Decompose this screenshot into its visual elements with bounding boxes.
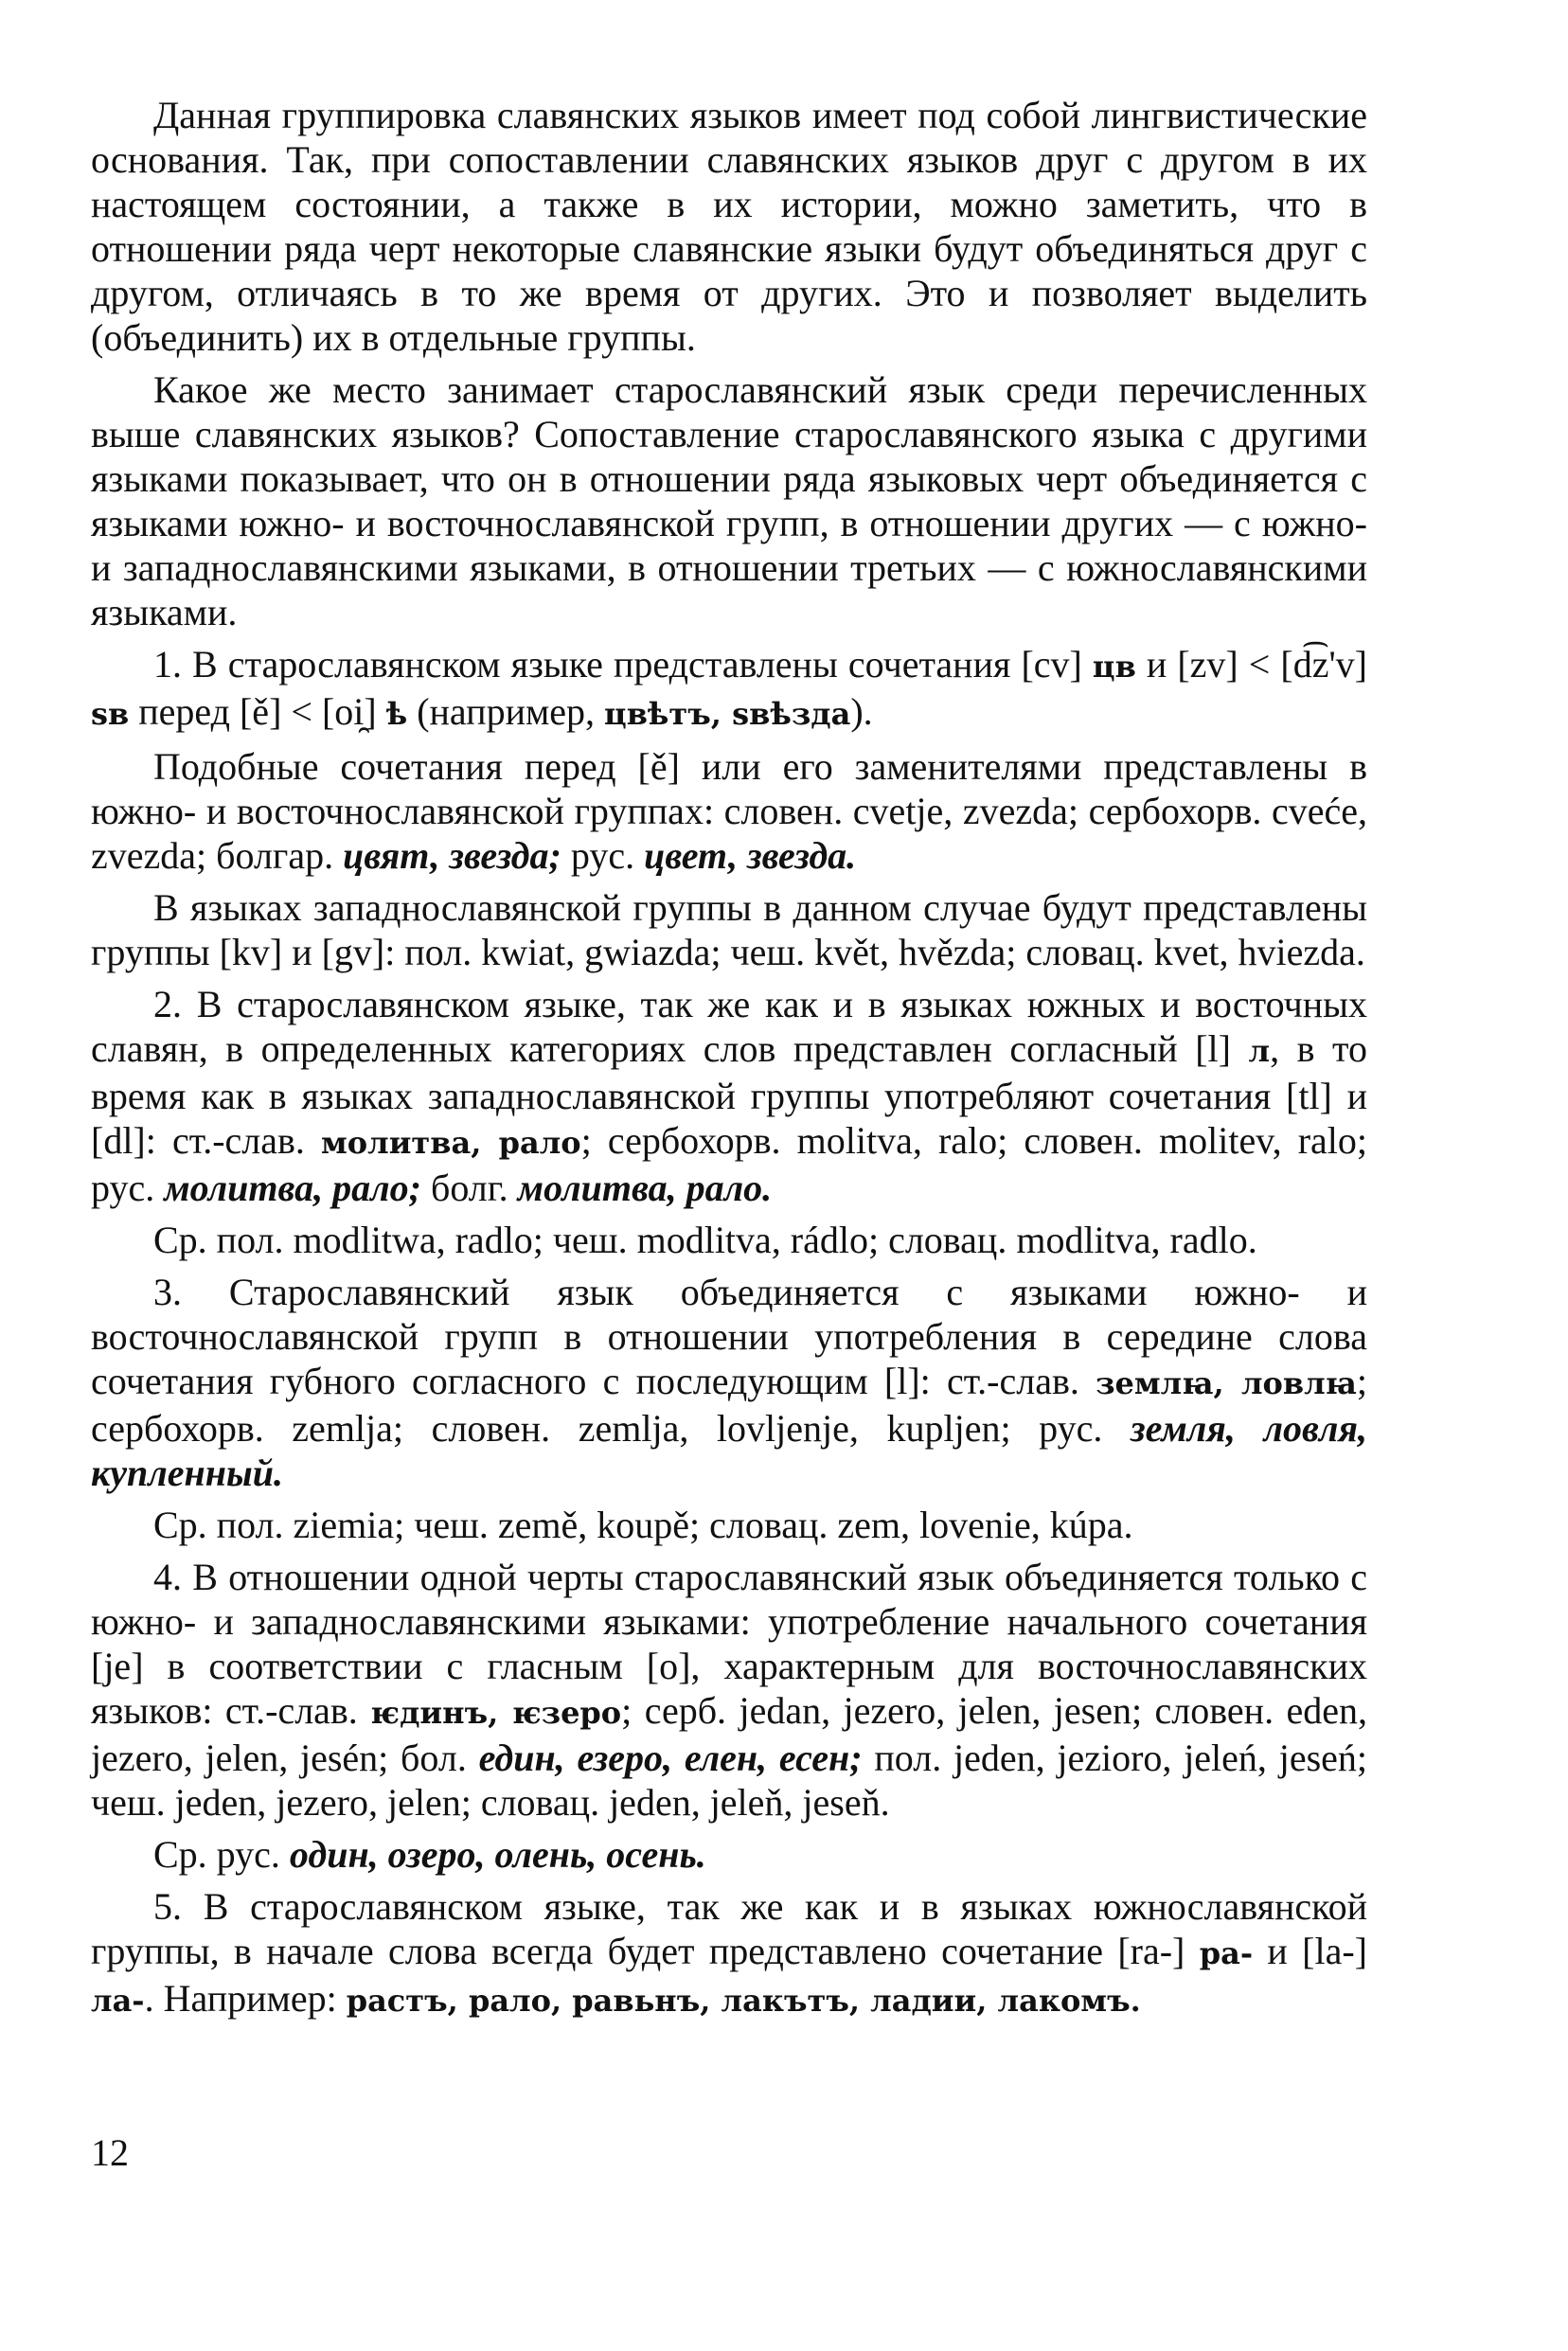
text-run: , в то время как в языках западнославянской группы употребляют сочетания [tl] и [dl]: ст.-слав. (91, 1027, 1367, 1162)
text-run: пол. jeden, jezioro, jeleń, jeseń; чеш. jeden, jezero, jelen; словац. jeden, jeleň, jeseň. (91, 1737, 1368, 1824)
text-run: 3. Старославянский язык объединяется с языками южно- и восточнославянской групп в отношении употребления в середине слова сочетания губного согласного с последующим [l]: ст.-слав. (91, 1271, 1367, 1402)
text-run: ; серб. jedan, jezero, jelen, jesen; словен. eden, jezero, jelen, jesén; бол. (91, 1689, 1368, 1779)
text-run: 5. В старославянском языке, так же как и в языках южнославянской группы, в начале слова всегда будет представлено сочетание [ra-] (91, 1885, 1367, 1972)
paragraph-p12 (91, 1884, 1367, 2023)
italic-example: един, езеро, елен, есен; (478, 1737, 863, 1779)
italic-example: молитва, рало. (517, 1167, 773, 1209)
paragraph-p3 (91, 642, 1367, 737)
paragraph-p6 (91, 982, 1367, 1210)
paragraph-p8 (91, 1270, 1367, 1495)
text-run: 1. В старославянском языке представлены сочетания [cv] (153, 643, 1093, 686)
text-run: (например, (407, 690, 605, 733)
text-run: и [zv] < [d͡z'v] (1135, 643, 1367, 686)
text-run: ). (850, 690, 873, 733)
text-run: болг. (420, 1167, 518, 1209)
old-church-slavonic-word: ѕв (91, 696, 130, 732)
old-church-slavonic-word: молитва, рало (320, 1125, 581, 1161)
text-run: и [la-] (1253, 1930, 1367, 1972)
old-church-slavonic-word: ѥдинъ, ѥзеро (370, 1695, 622, 1731)
italic-example: цвят, звезда; (343, 834, 561, 877)
paragraph-p11 (91, 1832, 1367, 1877)
old-church-slavonic-word: ѣ (385, 696, 408, 732)
italic-example: цвет, звезда. (644, 834, 857, 877)
old-church-slavonic-word: ла- (91, 1983, 145, 2019)
text-run: Ср. пол. modlitwa, radlo; чеш. modlitva, rádlo; словац. modlitva, radlo. (153, 1219, 1257, 1261)
text-run: рус. (561, 834, 645, 877)
text-run: ; сербохорв. molitva, ralo; словен. molitev, ralo; рус. (91, 1119, 1368, 1209)
old-church-slavonic-word: растъ, рало, равьнъ, лакътъ, ладии, лакомъ. (346, 1983, 1141, 2019)
body-text (91, 93, 1367, 2031)
old-church-slavonic-word: цвѣтъ, ѕвѣзда (604, 696, 851, 732)
text-run: Ср. рус. (153, 1833, 290, 1876)
italic-example: земля, ловля, купленный. (91, 1407, 1367, 1494)
text-run: 2. В старославянском языке, так же как и в языках южных и восточных славян, в определенных категориях слов представлен согласный [l] (91, 983, 1367, 1070)
text-run: Ср. пол. ziemia; чеш. země, koupě; словац. zem, lovenie, kúpa. (153, 1504, 1133, 1546)
paragraph-p1 (91, 93, 1367, 360)
paragraph-p10 (91, 1555, 1367, 1825)
text-run: ; сербохорв. zemlja; словен. zemlja, lovljenje, kupljen; рус. (91, 1360, 1368, 1450)
old-church-slavonic-word: цв (1092, 649, 1136, 685)
paragraph-p7 (91, 1218, 1367, 1262)
paragraph-p2 (91, 367, 1367, 634)
old-church-slavonic-word: землꙗ, ловлꙗ (1096, 1365, 1357, 1401)
text-run: перед [ě] < [oi̯] (129, 690, 386, 733)
old-church-slavonic-word: ра- (1199, 1935, 1254, 1971)
text-run: Данная группировка славянских языков имеет под собой лингвистические основания. Так, при сопоставлении славянских языков друг с другом в их настоящем состоянии, а также в их истории, можно заметить, что в отношении ряда черт некоторые славянские языки будут объединяться друг с другом, отличаясь в то же время от других. Это и позволяет выделить (объединить) их в отдельные группы. (91, 94, 1367, 359)
italic-example: молитва, рало; (164, 1167, 421, 1209)
text-run: Подобные сочетания перед [ě] или его заменителями представлены в южно- и восточнославянской группах: словен. cvetje, zvezda; сербохорв. cveće, zvezda; болгар. (91, 745, 1367, 877)
text-run: Какое же место занимает старославянский язык среди перечисленных выше славянских языков? Сопоставление старославянского языка с другими языками показывает, что он в отношении ряда языковых черт объединяется с языками южно- и восточнославянской групп, в отношении других — с южно- и западнославянскими языками, в отношении третьих — с южнославянскими языками. (91, 368, 1367, 633)
text-run: . Например: (144, 1977, 347, 2020)
paragraph-p9 (91, 1503, 1367, 1547)
old-church-slavonic-word: л (1248, 1033, 1271, 1069)
paragraph-p5 (91, 885, 1367, 974)
paragraph-p4 (91, 744, 1367, 878)
page-number: 12 (91, 2131, 129, 2174)
text-run: В языках западнославянской группы в данном случае будут представлены группы [kv] и [gv]: пол. kwiat, gwiazda; чеш. květ, hvězda; словац. kvet, hviezda. (91, 886, 1367, 973)
text-run: 4. В отношении одной черты старославянский язык объединяется только с южно- и западнославянскими языками: употребление начального сочетания [je] в соответствии с гласным [o], характерным для восточнославянских языков: ст.-слав. (91, 1556, 1367, 1732)
italic-example: один, озеро, олень, осень. (289, 1833, 706, 1876)
